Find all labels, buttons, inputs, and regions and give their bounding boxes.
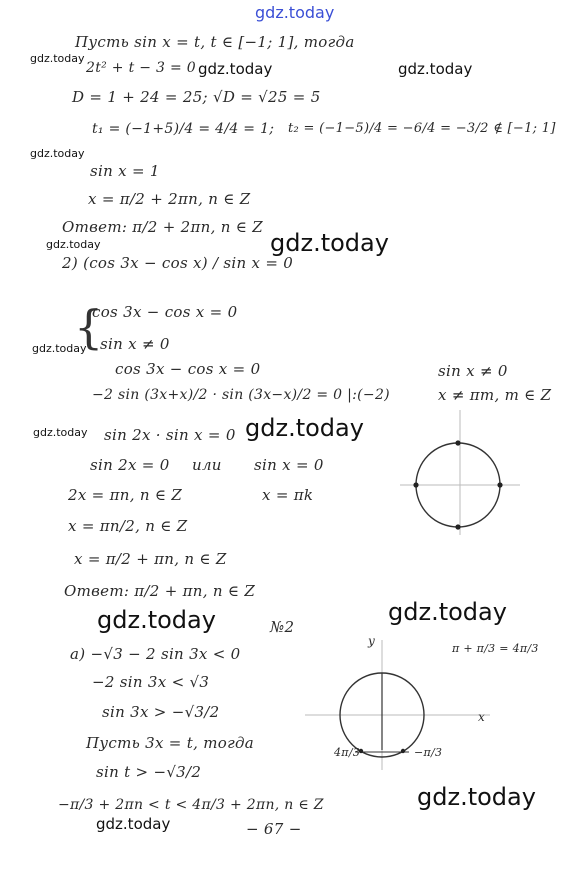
watermark-top[interactable]: gdz.today: [255, 3, 335, 22]
unit-circle-1: [400, 410, 520, 535]
watermark: gdz.today: [96, 815, 171, 833]
handwritten-line: t₁ = (−1+5)/4 = 4/4 = 1;: [92, 121, 275, 137]
task-number: №2: [270, 618, 295, 636]
axis-label-x: x: [478, 710, 486, 724]
circle-label-right: −π/3: [414, 746, 443, 759]
watermark: gdz.today: [30, 147, 85, 160]
circle-label-left: 4π/3: [334, 746, 361, 759]
handwritten-line: x = πk: [262, 486, 314, 504]
handwritten-line: −2 sin (3x+x)/2 · sin (3x−x)/2 = 0 |:(−2): [92, 387, 390, 403]
point-right: [401, 749, 405, 753]
watermark: gdz.today: [97, 606, 216, 634]
handwritten-line: D = 1 + 24 = 25; √D = √25 = 5: [72, 88, 321, 106]
handwritten-line: x = π/2 + πn, n ∈ Z: [74, 550, 227, 568]
circle-note: π + π/3 = 4π/3: [452, 642, 539, 655]
handwritten-line: sin x ≠ 0: [100, 335, 170, 353]
handwritten-line: sin x ≠ 0: [438, 362, 508, 380]
handwritten-line: −π/3 + 2πn < t < 4π/3 + 2πn, n ∈ Z: [58, 797, 324, 813]
watermark: gdz.today: [388, 598, 507, 626]
handwritten-line: а) −√3 − 2 sin 3x < 0: [70, 645, 241, 663]
watermark: gdz.today: [245, 414, 364, 442]
handwritten-line: t₂ = (−1−5)/4 = −6/4 = −3/2 ∉ [−1; 1]: [288, 121, 556, 136]
handwritten-line: Пусть 3x = t, тогда: [86, 734, 254, 752]
watermark: gdz.today: [30, 52, 85, 65]
handwritten-line: cos 3x − cos x = 0: [115, 360, 261, 378]
handwritten-line: 2) (cos 3x − cos x) / sin x = 0: [62, 254, 294, 272]
handwritten-line: sin x = 0: [254, 456, 324, 474]
handwritten-line: sin 3x > −√3/2: [102, 703, 220, 721]
handwritten-line: Пусть sin x = t, t ∈ [−1; 1], тогда: [75, 33, 355, 51]
watermark: gdz.today: [198, 60, 273, 78]
handwritten-line: sin t > −√3/2: [96, 763, 202, 781]
handwritten-line: sin 2x = 0: [90, 456, 170, 474]
handwritten-line: −2 sin 3x < √3: [92, 673, 210, 691]
watermark: gdz.today: [270, 229, 389, 257]
point-bottom: [455, 524, 460, 529]
handwritten-line: x ≠ πm, m ∈ Z: [438, 386, 552, 404]
handwritten-line: или: [192, 456, 222, 474]
axis-label-y: y: [368, 634, 376, 648]
point-left: [413, 482, 418, 487]
handwritten-line: x = π/2 + 2πn, n ∈ Z: [88, 190, 251, 208]
point-right: [497, 482, 502, 487]
point-top: [455, 440, 460, 445]
watermark: gdz.today: [33, 426, 88, 439]
handwritten-line: sin 2x · sin x = 0: [104, 426, 236, 444]
handwritten-line: cos 3x − cos x = 0: [92, 303, 238, 321]
handwritten-line: Ответ: π/2 + 2πn, n ∈ Z: [62, 218, 263, 236]
watermark: gdz.today: [46, 238, 101, 251]
watermark: gdz.today: [398, 60, 473, 78]
handwritten-line: sin x = 1: [90, 162, 160, 180]
watermark: gdz.today: [417, 783, 536, 811]
handwritten-line: Ответ: π/2 + πn, n ∈ Z: [64, 582, 256, 600]
system-brace: {: [74, 300, 104, 354]
handwritten-line: 2t² + t − 3 = 0: [86, 60, 196, 76]
page-number: − 67 −: [246, 820, 302, 838]
watermark: gdz.today: [32, 342, 87, 355]
handwritten-line: x = πn/2, n ∈ Z: [68, 517, 188, 535]
handwritten-line: 2x = πn, n ∈ Z: [68, 486, 183, 504]
